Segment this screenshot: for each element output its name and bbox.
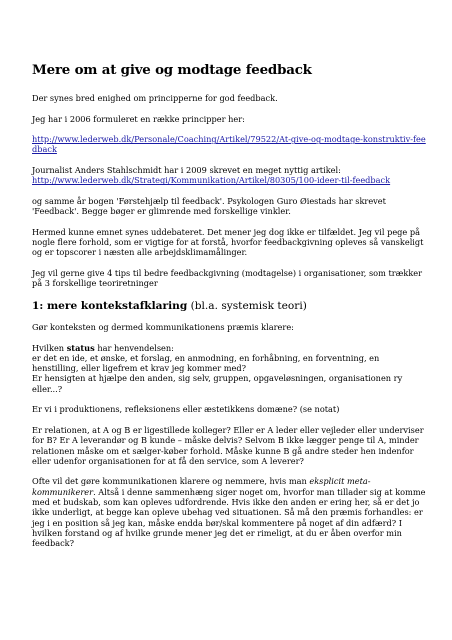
section-heading-1 — [32, 299, 428, 313]
meta-pre: Ofte vil det gøre kommunikationen klarere og nemmere, hvis man — [32, 476, 310, 487]
paragraph-tips: Jeg vil gerne give 4 tips til bedre feedbackgivning (modtagelse) i organisationer, som trækker på 3 forskellige teoriretninger — [32, 268, 423, 289]
paragraph-principles-text: Jeg har i 2006 formuleret en række principper her: — [32, 113, 245, 124]
meta-post: . Altså i denne sammenhæng siger noget om, hvorfor man tillader sig at komme med et budskab, som kan opleves udfordrende. Hvis ikke den anden er ering her, så er det jo ikke underligt, at begge kan opleve ubehag ved situationen. Så må den præmis forhandles: er jeg i en position så jeg kan, måske endda bør/skal kommentere på noget af din adfærd? I hvilken forstand og af hvilke grunde mener jeg det er rimeligt, at du er åben overfor min feedback? — [32, 486, 426, 549]
meta-italic: eksplicit meta-kommunikerer — [32, 476, 371, 497]
paragraph-intro: Der synes bred enighed om principperne for god feedback. — [32, 93, 278, 103]
paragraph-debate: Hermed kunne emnet synes uddebateret. Det mener jeg dog ikke er tilfældet. Jeg vil pege på nogle flere forhold, som er vigtige for at forstå, hvorfor feedbackgivning opleves så vanskeligt og er topscorer i næsten alle arbejdsklimamålinger. — [32, 226, 424, 258]
status-bold: status — [66, 342, 95, 353]
page-title: Mere om at give og modtage feedback — [32, 62, 312, 78]
paragraph-journalist — [32, 165, 428, 186]
status-pre: Hvilken — [32, 342, 67, 353]
paragraph-status — [32, 343, 428, 394]
section-heading-1-sub: (bl.a. systemisk teori) — [187, 299, 307, 312]
paragraph-domain: Er vi i produktionens, refleksionens eller æstetikkens domæne? (se notat) — [32, 404, 340, 415]
status-question-1: er det en ide, et ønske, et forslag, en anmodning, en forhåbning, en forventning, en henstilling, eller ligefrem et krav jeg kommer med? — [32, 352, 380, 374]
link-100-ideer[interactable]: http://www.lederweb.dk/Strategi/Kommunikation/Artikel/80305/100-ideer-til-feedback — [32, 175, 391, 186]
paragraph-principles — [32, 114, 428, 155]
paragraph-books: og samme år bogen 'Førstehjælp til feedback'. Psykologen Guro Øiestads har skrevet 'Feedback'. Begge bøger er glimrende med forskellige vinkler. — [32, 195, 386, 217]
status-post: har henvendelsen: — [94, 342, 174, 353]
paragraph-journalist-text: Journalist Anders Stahlschmidt har i 2009 skrevet en meget nyttig artikel: — [32, 165, 341, 176]
section-heading-1-bold: 1: mere kontekstafklaring — [32, 299, 188, 312]
paragraph-context: Gør konteksten og dermed kommunikationens præmis klarere: — [32, 321, 294, 332]
document-body — [32, 62, 428, 559]
paragraph-relation: Er relationen, at A og B er ligestillede kolleger? Eller er A leder eller vejleder eller underviser for B? Er A leverandør og B kunde – måske delvis? Selvom B ikke lægger penge til A, minder relationen måske om et sælger-køber forhold. Måske kunne B gå andre steder hen indenfor eller udenfor organisationen for at få den service, som A leverer? — [32, 424, 424, 466]
paragraph-metacommunication — [32, 476, 428, 548]
link-lederweb-feedback[interactable]: http://www.lederweb.dk/Personale/Coaching/Artikel/79522/At-give-og-modtage-konstruktiv-feedback — [32, 134, 426, 155]
status-question-2: Er hensigten at hjælpe den anden, sig selv, gruppen, opgaveløsningen, organisationen ry eller...? — [32, 373, 403, 394]
